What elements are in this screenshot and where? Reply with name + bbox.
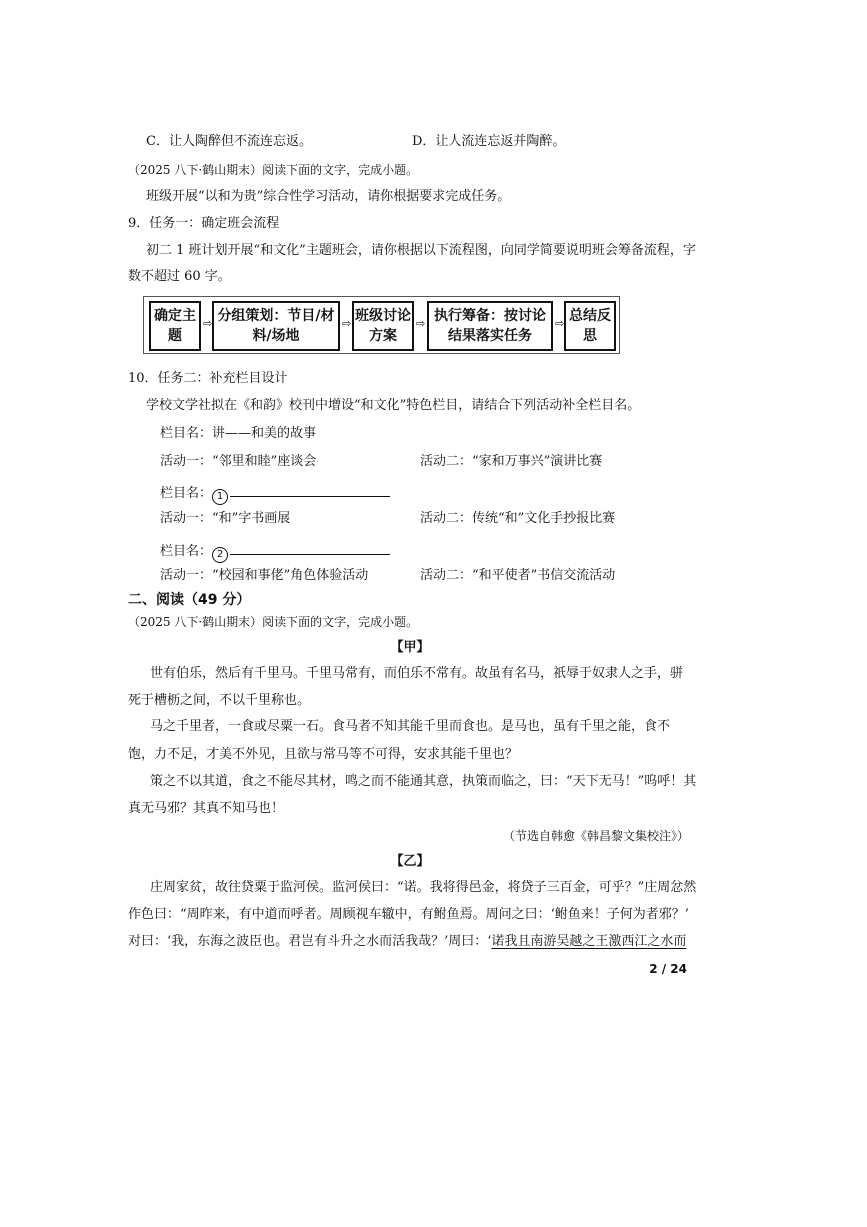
column-3-activity-2: 活动二：“和平使者”书信交流活动 [420, 568, 616, 583]
jia-paragraph-2-cont: 饱，力不足，才美不外见，且欲与常马等不可得，安求其能千里也？ [128, 747, 519, 762]
question-10-body: 学校文学社拟在《和韵》校刊中增设“和文化”特色栏目，请结合下列活动补全栏目名。 [146, 398, 641, 413]
question-9-title: 9．任务一：确定班会流程 [128, 216, 280, 231]
column-2-activity-2: 活动二：传统“和”文化手抄报比赛 [420, 511, 616, 526]
arrow-right-icon: ⇨ [203, 317, 213, 330]
underlined-sentence: 诺我且南游吴越之王激西江之水而 [491, 934, 687, 949]
option-d: D．让人流连忘返并陶醉。 [412, 134, 566, 149]
column-name-3 [160, 540, 390, 563]
jia-paragraph-2: 马之千里者，一食或尽粟一石。食马者不知其能千里而食也。是马也，虽有千里之能，食不 [150, 719, 671, 734]
answer-blank-1[interactable] [230, 482, 390, 497]
flow-step-1: 确定主题 [149, 301, 201, 351]
flow-step-3: 班级讨论方案 [352, 301, 414, 351]
yi-line-3 [128, 934, 686, 950]
activity-intro: 班级开展“以和为贵”综合性学习活动，请你根据要求完成任务。 [146, 189, 511, 204]
column-label: 栏目名： [160, 486, 213, 501]
column-3-activity-1: 活动一：“校园和事佬”角色体验活动 [160, 568, 369, 583]
passage-label-yi: 【乙】 [390, 854, 430, 869]
jia-paragraph-1: 世有伯乐，然后有千里马。千里马常有，而伯乐不常有。故虽有名马，祇辱于奴隶人之手，骈 [150, 666, 684, 681]
page-number: 2 / 24 [649, 962, 687, 976]
source-note: （2025 八下·鹤山期末）阅读下面的文字，完成小题。 [128, 615, 419, 629]
question-10-title: 10．任务二：补充栏目设计 [128, 371, 288, 386]
column-name-1: 栏目名：讲——和美的故事 [160, 426, 317, 441]
yi-line-3-text: 对曰：‘我，东海之波臣也。君岂有斗升之水而活我哉？’周曰：‘ [128, 934, 492, 949]
yi-line-2: 作色曰：“周昨来，有中道而呼者。周顾视车辙中，有鲋鱼焉。周问之曰：‘鲋鱼来！子何为者邪？’ [128, 907, 689, 922]
column-1-activity-1: 活动一：“邻里和睦”座谈会 [160, 454, 317, 469]
flow-step-5: 总结反思 [564, 301, 616, 351]
source-note: （2025 八下·鹤山期末）阅读下面的文字，完成小题。 [128, 163, 419, 177]
option-c: C．让人陶醉但不流连忘返。 [146, 134, 312, 149]
arrow-right-icon: ⇨ [416, 317, 426, 330]
jia-paragraph-3-cont: 真无马邪？其真不知马也！ [128, 801, 285, 816]
section-heading: 二、阅读（49 分） [128, 592, 251, 608]
passage-label-jia: 【甲】 [390, 640, 430, 655]
yi-line-1: 庄周家贫，故往贷粟于监河侯。监河侯曰：“诺。我将得邑金，将贷子三百金，可乎？”庄周忿然 [150, 880, 697, 895]
blank-1-marker: 1 [212, 489, 228, 505]
jia-paragraph-3: 策之不以其道，食之不能尽其材，鸣之而不能通其意，执策而临之，曰：“天下无马！”呜呼！其 [150, 774, 697, 789]
jia-paragraph-1-cont: 死于槽枥之间，不以千里称也。 [128, 693, 311, 708]
arrow-right-icon: ⇨ [342, 317, 352, 330]
jia-source: （节选自韩愈《韩昌黎文集校注》） [502, 829, 689, 843]
flowchart [143, 296, 620, 354]
flow-step-2: 分组策划：节目/材料/场地 [212, 301, 340, 351]
column-1-activity-2: 活动二：“家和万事兴”演讲比赛 [420, 454, 603, 469]
question-9-body: 初二 1 班计划开展“和文化”主题班会，请你根据以下流程图，向同学简要说明班会筹备流程，字 [146, 243, 696, 258]
answer-blank-2[interactable] [230, 540, 390, 555]
blank-2-marker: 2 [212, 547, 228, 563]
column-label: 栏目名： [160, 544, 213, 559]
column-name-2 [160, 482, 390, 505]
arrow-right-icon: ⇨ [555, 317, 565, 330]
flow-step-4: 执行筹备：按讨论结果落实任务 [427, 301, 553, 351]
question-9-body-cont: 数不超过 60 字。 [128, 269, 231, 284]
column-2-activity-1: 活动一：“和”字书画展 [160, 511, 291, 526]
